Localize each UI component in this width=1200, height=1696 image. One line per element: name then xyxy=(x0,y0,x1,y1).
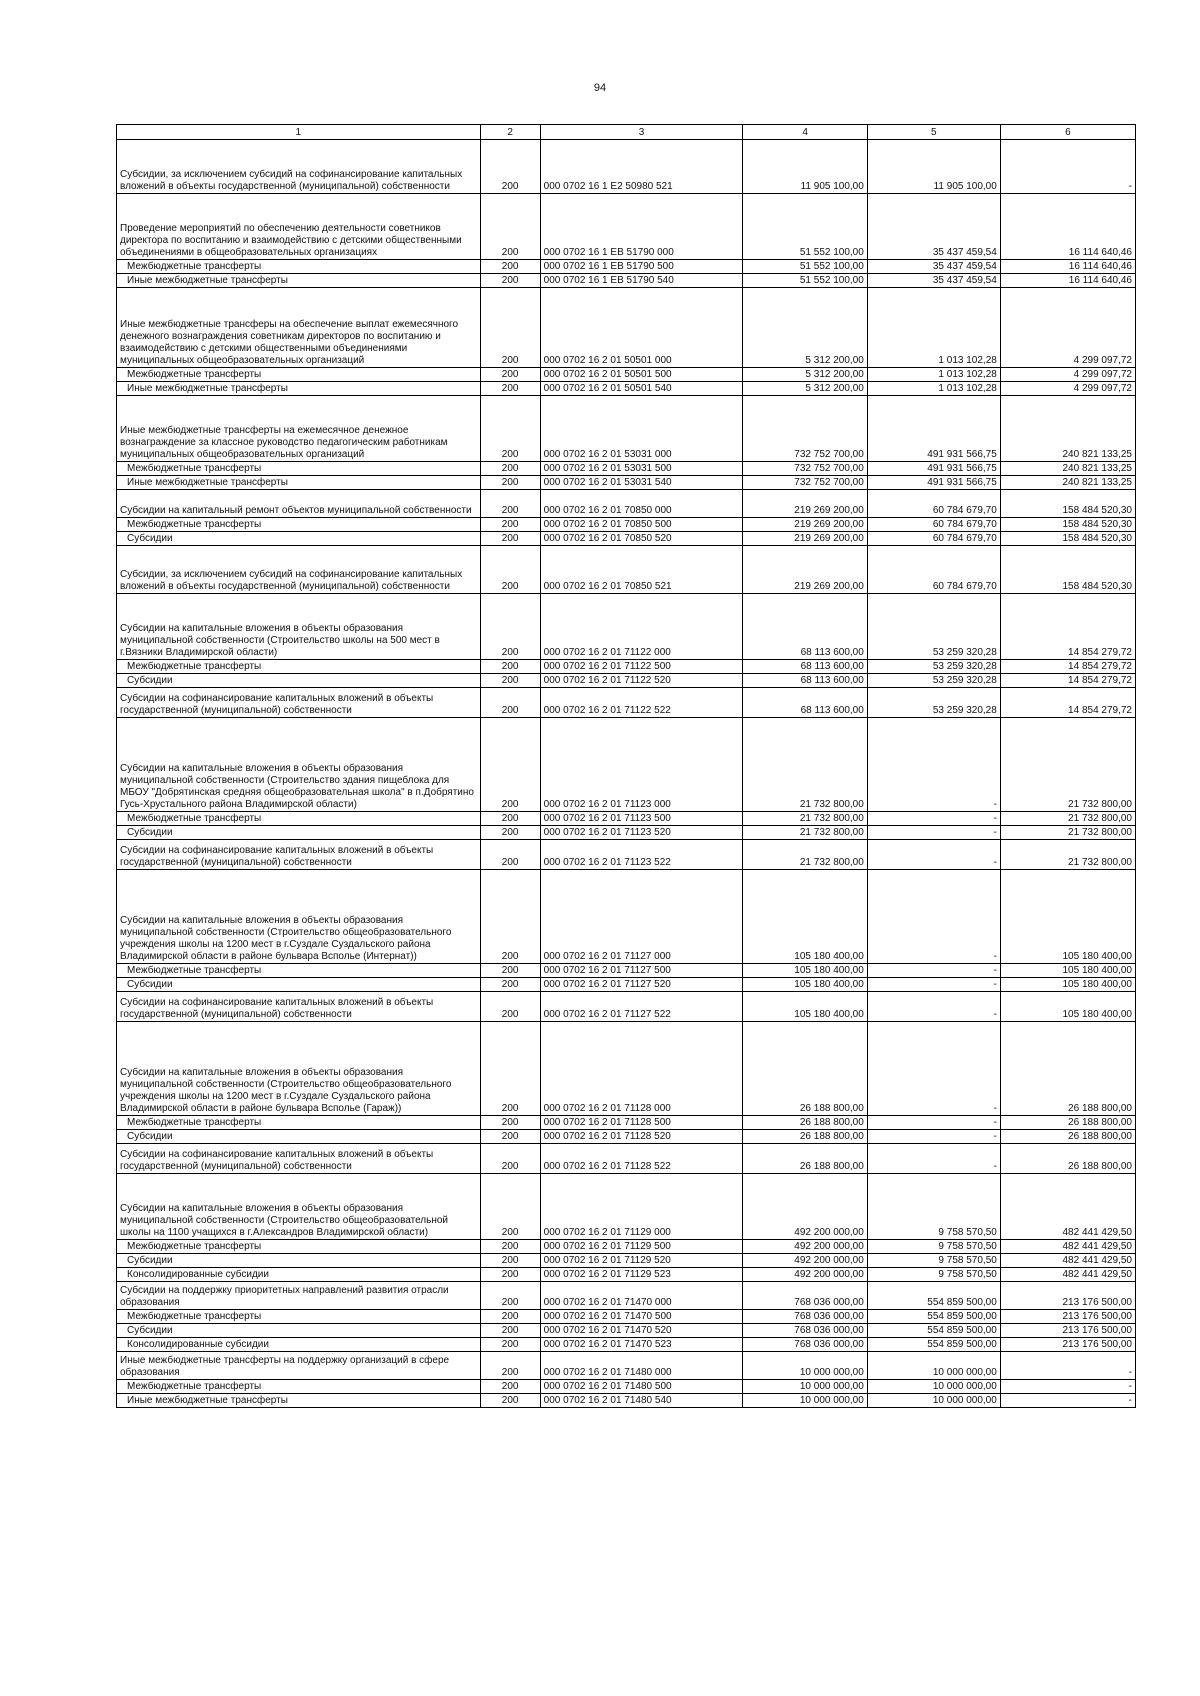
row-value-executed: 554 859 500,00 xyxy=(867,1324,1000,1338)
row-value-approved: 11 905 100,00 xyxy=(743,140,867,194)
page-number: 94 xyxy=(593,82,607,94)
row-value-executed: 9 758 570,50 xyxy=(867,1268,1000,1282)
row-budget-code: 000 0702 16 2 01 71470 520 xyxy=(540,1324,743,1338)
column-header: 6 xyxy=(1000,125,1135,140)
table-row xyxy=(117,826,1136,840)
row-name: Субсидии на поддержку приоритетных направлений развития отрасли образования xyxy=(117,1282,481,1310)
table-row xyxy=(117,274,1136,288)
row-value-executed: 9 758 570,50 xyxy=(867,1254,1000,1268)
budget-table xyxy=(116,124,1136,1408)
row-name: Межбюджетные трансферты xyxy=(117,260,481,274)
row-name: Межбюджетные трансферты xyxy=(117,462,481,476)
row-code: 200 xyxy=(480,978,540,992)
row-value-executed: 35 437 459,54 xyxy=(867,274,1000,288)
row-value-remaining: 213 176 500,00 xyxy=(1000,1282,1135,1310)
row-value-executed: - xyxy=(867,1116,1000,1130)
row-budget-code: 000 0702 16 2 01 71129 500 xyxy=(540,1240,743,1254)
row-code: 200 xyxy=(480,1116,540,1130)
row-name: Субсидии, за исключением субсидий на софинансирование капитальных вложений в объекты государственной (муниципальной) собственности xyxy=(117,140,481,194)
row-value-approved: 768 036 000,00 xyxy=(743,1338,867,1352)
row-value-approved: 768 036 000,00 xyxy=(743,1324,867,1338)
row-value-remaining: 16 114 640,46 xyxy=(1000,260,1135,274)
column-header: 2 xyxy=(480,125,540,140)
table-body xyxy=(117,140,1136,1408)
row-value-approved: 5 312 200,00 xyxy=(743,288,867,368)
row-budget-code: 000 0702 16 2 01 71480 000 xyxy=(540,1352,743,1380)
row-value-remaining: 105 180 400,00 xyxy=(1000,992,1135,1022)
row-budget-code: 000 0702 16 2 01 70850 500 xyxy=(540,518,743,532)
table-row xyxy=(117,260,1136,274)
row-budget-code: 000 0702 16 1 Е2 50980 521 xyxy=(540,140,743,194)
row-code: 200 xyxy=(480,382,540,396)
row-value-remaining: - xyxy=(1000,1352,1135,1380)
table-row xyxy=(117,1116,1136,1130)
row-budget-code: 000 0702 16 2 01 71128 000 xyxy=(540,1022,743,1116)
row-value-remaining: - xyxy=(1000,1380,1135,1394)
row-value-executed: - xyxy=(867,1022,1000,1116)
row-name: Иные межбюджетные трансферты xyxy=(117,382,481,396)
row-value-executed: 53 259 320,28 xyxy=(867,594,1000,660)
row-name: Межбюджетные трансферты xyxy=(117,1116,481,1130)
row-code: 200 xyxy=(480,1144,540,1174)
row-value-remaining: 4 299 097,72 xyxy=(1000,288,1135,368)
row-code: 200 xyxy=(480,462,540,476)
table-row xyxy=(117,964,1136,978)
row-code: 200 xyxy=(480,260,540,274)
row-budget-code: 000 0702 16 2 01 71123 000 xyxy=(540,718,743,812)
table-row xyxy=(117,288,1136,368)
row-budget-code: 000 0702 16 2 01 71127 500 xyxy=(540,964,743,978)
row-value-executed: 10 000 000,00 xyxy=(867,1352,1000,1380)
row-value-approved: 21 732 800,00 xyxy=(743,718,867,812)
table-row xyxy=(117,992,1136,1022)
row-value-remaining: 14 854 279,72 xyxy=(1000,660,1135,674)
row-code: 200 xyxy=(480,288,540,368)
table-row xyxy=(117,1240,1136,1254)
row-value-approved: 51 552 100,00 xyxy=(743,274,867,288)
table-row xyxy=(117,1268,1136,1282)
row-value-executed: 60 784 679,70 xyxy=(867,518,1000,532)
row-code: 200 xyxy=(480,1394,540,1408)
row-value-approved: 492 200 000,00 xyxy=(743,1240,867,1254)
row-value-approved: 10 000 000,00 xyxy=(743,1380,867,1394)
row-code: 200 xyxy=(480,660,540,674)
row-value-executed: 1 013 102,28 xyxy=(867,382,1000,396)
row-name: Проведение мероприятий по обеспечению деятельности советников директора по воспитанию и взаимодействию с детскими общественными объединениями в общеобразовательных организациях xyxy=(117,194,481,260)
row-name: Иные межбюджетные трансферты xyxy=(117,274,481,288)
row-value-executed: - xyxy=(867,718,1000,812)
row-value-remaining: 482 441 429,50 xyxy=(1000,1174,1135,1240)
row-value-remaining: 21 732 800,00 xyxy=(1000,826,1135,840)
row-value-remaining: 4 299 097,72 xyxy=(1000,368,1135,382)
table-row xyxy=(117,1380,1136,1394)
row-value-approved: 105 180 400,00 xyxy=(743,978,867,992)
row-value-remaining: 240 821 133,25 xyxy=(1000,396,1135,462)
row-value-approved: 68 113 600,00 xyxy=(743,688,867,718)
row-code: 200 xyxy=(480,194,540,260)
row-value-remaining: 158 484 520,30 xyxy=(1000,518,1135,532)
row-value-approved: 492 200 000,00 xyxy=(743,1254,867,1268)
row-code: 200 xyxy=(480,718,540,812)
column-header: 3 xyxy=(540,125,743,140)
row-code: 200 xyxy=(480,274,540,288)
row-name: Субсидии xyxy=(117,532,481,546)
row-value-executed: 491 931 566,75 xyxy=(867,396,1000,462)
row-budget-code: 000 0702 16 2 01 71122 500 xyxy=(540,660,743,674)
row-budget-code: 000 0702 16 2 01 71480 500 xyxy=(540,1380,743,1394)
row-value-approved: 68 113 600,00 xyxy=(743,594,867,660)
table-row xyxy=(117,490,1136,518)
row-value-remaining: 240 821 133,25 xyxy=(1000,476,1135,490)
row-value-approved: 219 269 200,00 xyxy=(743,546,867,594)
row-value-executed: 9 758 570,50 xyxy=(867,1240,1000,1254)
row-name: Субсидии на капитальный ремонт объектов муниципальной собственности xyxy=(117,490,481,518)
row-value-remaining: 21 732 800,00 xyxy=(1000,718,1135,812)
row-budget-code: 000 0702 16 2 01 70850 000 xyxy=(540,490,743,518)
row-name: Субсидии на софинансирование капитальных вложений в объекты государственной (муниципальной) собственности xyxy=(117,1144,481,1174)
row-value-remaining: 213 176 500,00 xyxy=(1000,1338,1135,1352)
row-value-approved: 21 732 800,00 xyxy=(743,812,867,826)
row-value-remaining: 21 732 800,00 xyxy=(1000,812,1135,826)
row-value-approved: 26 188 800,00 xyxy=(743,1130,867,1144)
row-value-remaining: 158 484 520,30 xyxy=(1000,490,1135,518)
row-code: 200 xyxy=(480,1174,540,1240)
row-name: Межбюджетные трансферты xyxy=(117,1310,481,1324)
row-value-executed: 9 758 570,50 xyxy=(867,1174,1000,1240)
row-value-executed: 53 259 320,28 xyxy=(867,688,1000,718)
row-value-approved: 68 113 600,00 xyxy=(743,674,867,688)
row-value-remaining: 14 854 279,72 xyxy=(1000,674,1135,688)
table-row xyxy=(117,1130,1136,1144)
row-value-remaining: 482 441 429,50 xyxy=(1000,1240,1135,1254)
row-budget-code: 000 0702 16 2 01 71470 500 xyxy=(540,1310,743,1324)
row-value-approved: 219 269 200,00 xyxy=(743,532,867,546)
row-value-approved: 105 180 400,00 xyxy=(743,870,867,964)
row-value-executed: 60 784 679,70 xyxy=(867,490,1000,518)
row-name: Межбюджетные трансферты xyxy=(117,1240,481,1254)
row-value-remaining: 26 188 800,00 xyxy=(1000,1144,1135,1174)
row-value-executed: 11 905 100,00 xyxy=(867,140,1000,194)
row-code: 200 xyxy=(480,688,540,718)
row-code: 200 xyxy=(480,140,540,194)
row-value-approved: 5 312 200,00 xyxy=(743,382,867,396)
table-row xyxy=(117,660,1136,674)
row-value-approved: 10 000 000,00 xyxy=(743,1352,867,1380)
row-value-executed: 1 013 102,28 xyxy=(867,368,1000,382)
row-value-remaining: 105 180 400,00 xyxy=(1000,978,1135,992)
row-value-remaining: 16 114 640,46 xyxy=(1000,274,1135,288)
row-budget-code: 000 0702 16 2 01 71480 540 xyxy=(540,1394,743,1408)
table-row xyxy=(117,1352,1136,1380)
row-value-approved: 219 269 200,00 xyxy=(743,490,867,518)
row-name: Иные межбюджетные трансферы на обеспечение выплат ежемесячного денежного вознаграждения советникам директоров по воспитанию и взаимодействию с детскими общественными объединениями муниципальных общеобразовательных организаций xyxy=(117,288,481,368)
table-row xyxy=(117,1310,1136,1324)
row-name: Субсидии на капитальные вложения в объекты образования муниципальной собственности (Строительство общеобразовательного учреждения школы на 1200 мест в г.Суздале Суздальского района Владимирской области в районе бульвара Всполье (Гараж)) xyxy=(117,1022,481,1116)
row-budget-code: 000 0702 16 2 01 71129 523 xyxy=(540,1268,743,1282)
row-value-approved: 21 732 800,00 xyxy=(743,840,867,870)
row-value-executed: 1 013 102,28 xyxy=(867,288,1000,368)
table-row xyxy=(117,1324,1136,1338)
row-name: Субсидии на софинансирование капитальных вложений в объекты государственной (муниципальной) собственности xyxy=(117,840,481,870)
row-code: 200 xyxy=(480,870,540,964)
row-code: 200 xyxy=(480,594,540,660)
row-value-executed: 491 931 566,75 xyxy=(867,462,1000,476)
row-name: Субсидии на капитальные вложения в объекты образования муниципальной собственности (Строительство общеобразовательной школы на 1100 учащихся в г.Александров Владимирской области) xyxy=(117,1174,481,1240)
row-name: Субсидии xyxy=(117,1324,481,1338)
row-value-approved: 732 752 700,00 xyxy=(743,396,867,462)
row-value-remaining: 482 441 429,50 xyxy=(1000,1254,1135,1268)
row-budget-code: 000 0702 16 2 01 71127 522 xyxy=(540,992,743,1022)
row-value-approved: 68 113 600,00 xyxy=(743,660,867,674)
row-budget-code: 000 0702 16 2 01 71127 000 xyxy=(540,870,743,964)
row-budget-code: 000 0702 16 2 01 50501 500 xyxy=(540,368,743,382)
row-value-remaining: 4 299 097,72 xyxy=(1000,382,1135,396)
row-value-approved: 26 188 800,00 xyxy=(743,1022,867,1116)
row-value-remaining: 14 854 279,72 xyxy=(1000,688,1135,718)
row-code: 200 xyxy=(480,840,540,870)
row-value-remaining: 105 180 400,00 xyxy=(1000,870,1135,964)
row-budget-code: 000 0702 16 2 01 53031 000 xyxy=(540,396,743,462)
row-value-executed: 35 437 459,54 xyxy=(867,194,1000,260)
row-value-executed: 554 859 500,00 xyxy=(867,1282,1000,1310)
row-value-remaining: 26 188 800,00 xyxy=(1000,1022,1135,1116)
row-code: 200 xyxy=(480,1022,540,1116)
row-budget-code: 000 0702 16 2 01 71128 522 xyxy=(540,1144,743,1174)
row-value-approved: 732 752 700,00 xyxy=(743,476,867,490)
row-budget-code: 000 0702 16 2 01 71127 520 xyxy=(540,978,743,992)
row-value-remaining: 21 732 800,00 xyxy=(1000,840,1135,870)
row-value-executed: 10 000 000,00 xyxy=(867,1394,1000,1408)
table-row xyxy=(117,532,1136,546)
table-row xyxy=(117,688,1136,718)
table-row xyxy=(117,812,1136,826)
column-header: 1 xyxy=(117,125,481,140)
table-row xyxy=(117,462,1136,476)
row-value-executed: 554 859 500,00 xyxy=(867,1338,1000,1352)
row-code: 200 xyxy=(480,1282,540,1310)
row-value-remaining: 482 441 429,50 xyxy=(1000,1268,1135,1282)
column-header: 4 xyxy=(743,125,867,140)
row-name: Межбюджетные трансферты xyxy=(117,368,481,382)
table-row xyxy=(117,1144,1136,1174)
row-code: 200 xyxy=(480,1338,540,1352)
row-name: Субсидии на софинансирование капитальных вложений в объекты государственной (муниципальной) собственности xyxy=(117,688,481,718)
row-name: Иные межбюджетные трансферты xyxy=(117,1394,481,1408)
table-row xyxy=(117,1254,1136,1268)
table-row xyxy=(117,674,1136,688)
row-budget-code: 000 0702 16 2 01 70850 520 xyxy=(540,532,743,546)
row-value-executed: 60 784 679,70 xyxy=(867,546,1000,594)
row-value-remaining: 26 188 800,00 xyxy=(1000,1116,1135,1130)
row-value-executed: 60 784 679,70 xyxy=(867,532,1000,546)
row-value-remaining: 14 854 279,72 xyxy=(1000,594,1135,660)
row-budget-code: 000 0702 16 2 01 71123 522 xyxy=(540,840,743,870)
row-name: Консолидированные субсидии xyxy=(117,1268,481,1282)
row-name: Иные межбюджетные трансферты на ежемесячное денежное вознаграждение за классное руководство педагогическим работникам муниципальных общеобразовательных организаций xyxy=(117,396,481,462)
row-value-executed: 53 259 320,28 xyxy=(867,660,1000,674)
table-row xyxy=(117,1174,1136,1240)
table-header-row xyxy=(117,125,1136,140)
row-name: Межбюджетные трансферты xyxy=(117,1380,481,1394)
row-budget-code: 000 0702 16 2 01 53031 500 xyxy=(540,462,743,476)
row-name: Межбюджетные трансферты xyxy=(117,518,481,532)
row-name: Межбюджетные трансферты xyxy=(117,660,481,674)
row-budget-code: 000 0702 16 2 01 71128 500 xyxy=(540,1116,743,1130)
row-value-executed: - xyxy=(867,978,1000,992)
table-row xyxy=(117,1022,1136,1116)
table-row xyxy=(117,594,1136,660)
row-value-approved: 26 188 800,00 xyxy=(743,1116,867,1130)
row-value-remaining: 105 180 400,00 xyxy=(1000,964,1135,978)
row-value-approved: 768 036 000,00 xyxy=(743,1310,867,1324)
row-code: 200 xyxy=(480,1310,540,1324)
row-name: Субсидии xyxy=(117,1254,481,1268)
row-budget-code: 000 0702 16 2 01 71470 523 xyxy=(540,1338,743,1352)
table-row xyxy=(117,194,1136,260)
table-row xyxy=(117,368,1136,382)
table-row xyxy=(117,396,1136,462)
row-code: 200 xyxy=(480,1352,540,1380)
row-budget-code: 000 0702 16 2 01 71123 520 xyxy=(540,826,743,840)
table-row xyxy=(117,476,1136,490)
row-code: 200 xyxy=(480,812,540,826)
row-budget-code: 000 0702 16 1 ЕВ 51790 540 xyxy=(540,274,743,288)
row-code: 200 xyxy=(480,1240,540,1254)
row-value-approved: 492 200 000,00 xyxy=(743,1268,867,1282)
row-budget-code: 000 0702 16 2 01 71123 500 xyxy=(540,812,743,826)
row-name: Иные межбюджетные трансферты xyxy=(117,476,481,490)
row-value-executed: - xyxy=(867,1130,1000,1144)
row-name: Субсидии на софинансирование капитальных вложений в объекты государственной (муниципальной) собственности xyxy=(117,992,481,1022)
row-value-executed: - xyxy=(867,812,1000,826)
row-name: Субсидии на капитальные вложения в объекты образования муниципальной собственности (Строительство школы на 500 мест в г.Вязники Владимирской области) xyxy=(117,594,481,660)
row-value-approved: 105 180 400,00 xyxy=(743,964,867,978)
row-value-approved: 51 552 100,00 xyxy=(743,260,867,274)
row-budget-code: 000 0702 16 2 01 50501 540 xyxy=(540,382,743,396)
row-code: 200 xyxy=(480,518,540,532)
row-budget-code: 000 0702 16 2 01 71122 522 xyxy=(540,688,743,718)
table-row xyxy=(117,1338,1136,1352)
table-row xyxy=(117,382,1136,396)
row-name: Консолидированные субсидии xyxy=(117,1338,481,1352)
row-value-approved: 219 269 200,00 xyxy=(743,518,867,532)
row-name: Субсидии xyxy=(117,1130,481,1144)
row-value-executed: - xyxy=(867,992,1000,1022)
row-code: 200 xyxy=(480,490,540,518)
row-code: 200 xyxy=(480,476,540,490)
row-budget-code: 000 0702 16 2 01 71122 520 xyxy=(540,674,743,688)
row-value-remaining: 158 484 520,30 xyxy=(1000,546,1135,594)
row-code: 200 xyxy=(480,1268,540,1282)
row-name: Субсидии xyxy=(117,826,481,840)
row-code: 200 xyxy=(480,1130,540,1144)
row-value-executed: - xyxy=(867,1144,1000,1174)
row-code: 200 xyxy=(480,992,540,1022)
row-budget-code: 000 0702 16 2 01 71129 520 xyxy=(540,1254,743,1268)
row-budget-code: 000 0702 16 2 01 71128 520 xyxy=(540,1130,743,1144)
row-code: 200 xyxy=(480,396,540,462)
row-value-executed: 10 000 000,00 xyxy=(867,1380,1000,1394)
row-name: Межбюджетные трансферты xyxy=(117,964,481,978)
row-value-executed: 53 259 320,28 xyxy=(867,674,1000,688)
row-budget-code: 000 0702 16 2 01 71122 000 xyxy=(540,594,743,660)
row-value-executed: 35 437 459,54 xyxy=(867,260,1000,274)
row-code: 200 xyxy=(480,674,540,688)
row-code: 200 xyxy=(480,1380,540,1394)
row-code: 200 xyxy=(480,1324,540,1338)
row-value-approved: 732 752 700,00 xyxy=(743,462,867,476)
row-name: Межбюджетные трансферты xyxy=(117,812,481,826)
row-value-executed: 491 931 566,75 xyxy=(867,476,1000,490)
row-budget-code: 000 0702 16 1 ЕВ 51790 500 xyxy=(540,260,743,274)
row-value-approved: 10 000 000,00 xyxy=(743,1394,867,1408)
row-value-approved: 105 180 400,00 xyxy=(743,992,867,1022)
row-value-executed: - xyxy=(867,870,1000,964)
row-value-remaining: 213 176 500,00 xyxy=(1000,1310,1135,1324)
row-value-approved: 768 036 000,00 xyxy=(743,1282,867,1310)
row-name: Субсидии xyxy=(117,674,481,688)
row-code: 200 xyxy=(480,368,540,382)
table-row xyxy=(117,978,1136,992)
row-code: 200 xyxy=(480,826,540,840)
table-row xyxy=(117,546,1136,594)
row-name: Субсидии, за исключением субсидий на софинансирование капитальных вложений в объекты государственной (муниципальной) собственности xyxy=(117,546,481,594)
row-budget-code: 000 0702 16 2 01 50501 000 xyxy=(540,288,743,368)
table-row xyxy=(117,140,1136,194)
row-name: Иные межбюджетные трансферты на поддержку организаций в сфере образования xyxy=(117,1352,481,1380)
row-value-approved: 21 732 800,00 xyxy=(743,826,867,840)
row-budget-code: 000 0702 16 2 01 71470 000 xyxy=(540,1282,743,1310)
row-value-executed: - xyxy=(867,840,1000,870)
row-name: Субсидии на капитальные вложения в объекты образования муниципальной собственности (Строительство здания пищеблока для МБОУ "Добрятинская средняя общеобразовательная школа" в п.Добрятино Гусь-Хрустального района Владимирской области) xyxy=(117,718,481,812)
table-row xyxy=(117,1394,1136,1408)
row-value-remaining: - xyxy=(1000,1394,1135,1408)
row-budget-code: 000 0702 16 2 01 70850 521 xyxy=(540,546,743,594)
row-value-executed: 554 859 500,00 xyxy=(867,1310,1000,1324)
row-budget-code: 000 0702 16 2 01 71129 000 xyxy=(540,1174,743,1240)
row-value-remaining: 16 114 640,46 xyxy=(1000,194,1135,260)
row-name: Субсидии xyxy=(117,978,481,992)
column-header: 5 xyxy=(867,125,1000,140)
table-row xyxy=(117,840,1136,870)
row-value-remaining: 240 821 133,25 xyxy=(1000,462,1135,476)
row-value-remaining: - xyxy=(1000,140,1135,194)
table-row xyxy=(117,870,1136,964)
row-value-executed: - xyxy=(867,826,1000,840)
row-value-executed: - xyxy=(867,964,1000,978)
row-value-approved: 26 188 800,00 xyxy=(743,1144,867,1174)
table-row xyxy=(117,718,1136,812)
row-budget-code: 000 0702 16 2 01 53031 540 xyxy=(540,476,743,490)
row-value-approved: 492 200 000,00 xyxy=(743,1174,867,1240)
row-value-remaining: 213 176 500,00 xyxy=(1000,1324,1135,1338)
table-row xyxy=(117,1282,1136,1310)
row-value-remaining: 26 188 800,00 xyxy=(1000,1130,1135,1144)
row-value-remaining: 158 484 520,30 xyxy=(1000,532,1135,546)
row-name: Субсидии на капитальные вложения в объекты образования муниципальной собственности (Строительство общеобразовательного учреждения школы на 1200 мест в г.Суздале Суздальского района Владимирской области в районе бульвара Всполье (Интернат)) xyxy=(117,870,481,964)
row-value-approved: 5 312 200,00 xyxy=(743,368,867,382)
row-code: 200 xyxy=(480,1254,540,1268)
row-code: 200 xyxy=(480,964,540,978)
table-row xyxy=(117,518,1136,532)
row-code: 200 xyxy=(480,546,540,594)
row-value-approved: 51 552 100,00 xyxy=(743,194,867,260)
row-code: 200 xyxy=(480,532,540,546)
row-budget-code: 000 0702 16 1 ЕВ 51790 000 xyxy=(540,194,743,260)
